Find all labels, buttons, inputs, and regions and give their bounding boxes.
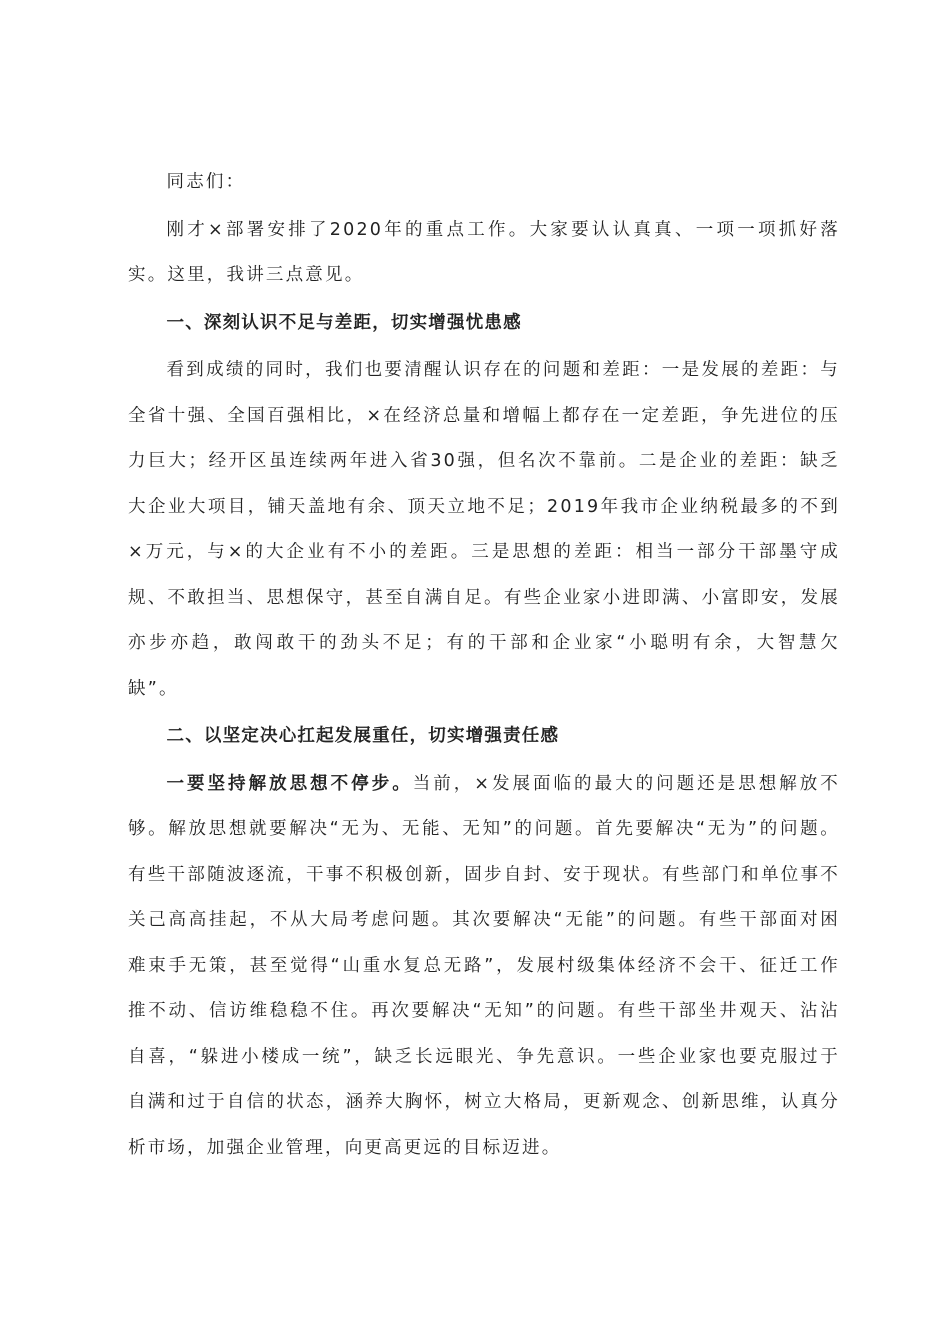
intro-paragraph: 刚才×部署安排了2020年的重点工作。大家要认认真真、一项一项抓好落实。这里，我讲三点意见。 xyxy=(128,219,840,285)
section-2-heading: 二、以坚定决心扛起发展重任，切实增强责任感 xyxy=(166,726,560,746)
section-1-heading: 一、深刻认识不足与差距，切实增强忧患感 xyxy=(166,312,522,333)
section-1-paragraph: 看到成绩的同时，我们也要清醒认识存在的问题和差距：一是发展的差距：与全省十强、全国百强相比，×在经济总量和增幅上都存在一定差距，争先进位的压力巨大；经开区虽连续两年进入省30强，但名次不靠前。二是企业的差距：缺乏大企业大项目，铺天盖地有余、顶天立地不足；2019年我市企业纳税最多的不到×万元，与×的大企业有不小的差距。三是思想的差距：相当一部分干部墨守成规、不敢担当、思想保守，甚至自满自足。有些企业家小进即满、小富即安，发展亦步亦趋，敢闯敢干的劲头不足；有的干部和企业家“小聪明有余，大智慧欠缺”。 xyxy=(128,360,840,699)
point-1-body: 当前，×发展面临的最大的问题还是思想解放不够。解放思想就要解决“无为、无能、无知”的问题。首先要解决“无为”的问题。有些干部随波逐流，干事不积极创新，固步自封、安于现状。有些部门和单位事不关己高高挂起，不从大局考虑问题。其次要解决“无能”的问题。有些干部面对困难束手无策，甚至觉得“山重水复总无路”，发展村级集体经济不会干、征迁工作推不动、信访维稳稳不住。再次要解决“无知”的问题。有些干部坐井观天、沾沾自喜，“躲进小楼成一统”，缺乏长远眼光、争先意识。一些企业家也要克服过于自满和过于自信的状态，涵养大胸怀，树立大格局，更新观念、创新思维，认真分析市场，加强企业管理，向更高更远的目标迈进。 xyxy=(128,773,840,1158)
point-1-lead: 一要坚持解放思想不停步。 xyxy=(166,773,413,794)
section-2-point-1-paragraph xyxy=(128,762,840,1172)
salutation: 同志们： xyxy=(166,172,246,192)
document-body xyxy=(128,160,840,1171)
